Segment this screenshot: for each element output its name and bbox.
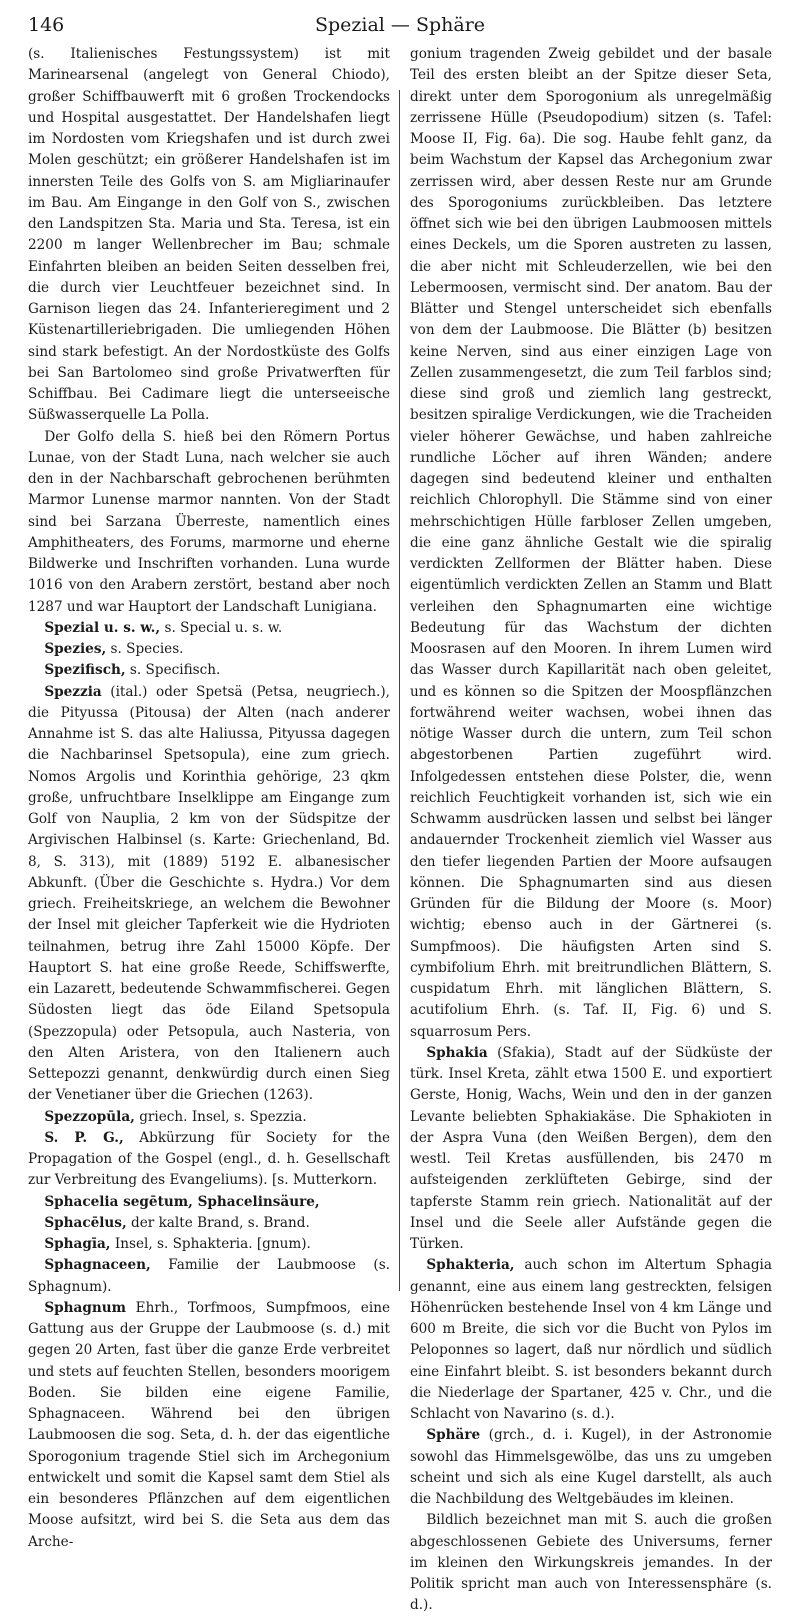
right-column — [410, 44, 772, 1614]
entry-spg: S. P. G., Abkürzung für Society for the Propagation of the Gospel (engl., d. h. Gesellschaft zur Verbreitung des Evangeliums). [s. Mutterkorn. — [28, 1129, 390, 1189]
entry-spezzia: Spezzia (ital.) oder Spetsä (Petsa, neugriech.), die Pityussa (Pitousa) der Alten (nach anderer Annahme ist S. das alte Haliussa, Pityussa dagegen die Nachbarinsel Spetsopula), eine zum griech. Nomos Argolis und Korinthia gehörige, 23 qkm große, unfruchtbare Inselklippe am Eingange zum Golf von Nauplia, 2 km von der Südspitze der Argivischen Halbinsel (s. Karte: Griechenland, Bd. 8, S. 313), mit (1889) 5192 E. albanesischer Abkunft. (Über die Geschichte s. Hydra.) Vor dem griech. Freiheitskriege, an welchem die Bewohner der Insel mit gleicher Tapferkeit wie die Hydrioten teilnahmen, betrug ihre Zahl 15000 Köpfe. Der Hauptort S. hat eine große Reede, Schiffswerfte, ein Lazarett, bedeutende Schwammfischerei. Gegen Südosten liegt das öde Eiland Spetsopula (Spezzopula) oder Petsopula, auch Nasteria, von den Alten Aristera, von den Italienern auch Settepozzi genannt, denkwürdig durch einen Sieg der Venetianer über die Griechen (1263). — [28, 683, 390, 1104]
entry-spezies: Spezies, s. Species. — [44, 641, 184, 657]
page-number: 146 — [28, 14, 65, 36]
page-header — [28, 14, 772, 40]
entry-spezifisch: Spezifisch, s. Specifisch. — [44, 662, 221, 679]
entry-spezial: Spezial u. s. w., s. Special u. s. w. — [44, 619, 283, 636]
running-title: Spezial — Sphäre — [314, 14, 486, 36]
entry-sphakteria: Sphakteria, auch schon im Altertum Sphagia genannt, eine aus einem lang gestreckten, felsigen Höhenrücken bestehende Insel von 4 km Länge und 600 m Breite, die sich vor die Bucht von Pylos im Peloponnes so lagert, daß nur nördlich und südlich eine Einfahrt bleibt. S. ist besonders bekannt durch die Niederlage der Spartaner, 425 v. Chr., und die Schlacht von Navarino (s. d.). — [410, 1257, 772, 1422]
entry-sphagnum: Sphagnum Ehrh., Torfmoos, Sumpfmoos, eine Gattung aus der Gruppe der Laubmoose (s. d.) mit gegen 20 Arten, fast über die ganze Erde verbreitet und stets auf feuchten Stellen, besonders moorigem Boden. Sie bilden eine eigene Familie, Sphagnaceen. Während bei den übrigen Laubmoosen die sog. Seta, d. h. der das eigentliche Sporogonium tragende Stiel sich im Archegonium entwickelt und somit die Kapsel samt dem Stiel als ein besonderes Pflänzchen auf dem eigentlichen Moose aufsitzt, wird bei S. die Seta aus dem das Arche- — [28, 1299, 390, 1550]
right-para-0: gonium tragenden Zweig gebildet und der basale Teil des ersten bleibt an der Spitze dieser Seta, direkt unter dem Sporogonium als unregelmäßig zerrissene Hülle (Pseudopodium) sitzen (s. Tafel: Moose II, Fig. 6a). Die sog. Haube fehlt ganz, da beim Wachstum der Kapsel das Archegonium zwar zerrissen wird, aber dessen Reste nur am Grunde des Sporogoniums zurückbleiben. Das letztere öffnet sich wie bei den übrigen Laubmoosen mittels eines Deckels, um die Sporen austreten zu lassen, die aber nicht mit Schleuderzellen, wie bei den Lebermoosen, vermischt sind. Der anatom. Bau der Blätter und Stengel unterscheidet sich ebenfalls von dem der Laubmoose. Die Blätter (b) besitzen keine Nerven, sind aus einer einzigen Lage von Zellen zusammengesetzt, die zum Teil farblos sind; diese sind groß und ziemlich lang gestreckt, besitzen spiralige Verdickungen, wie die Tracheiden vieler höherer Gewächse, und haben zahlreiche rundliche Löcher auf ihren Wänden; andere dagegen sind bedeutend kleiner und enthalten reichlich Chlorophyll. Die Stämme sind von einer mehrschichtigen Hülle farbloser Zellen umgeben, die eine ganz ähnliche Gestalt wie die spiralig verdickten Zellformen der Blätter haben. Diese eigentümlich verdickten Zellen an Stamm und Blatt verleihen den Sphagnumarten eine wichtige Bedeutung für das Wachstum der dichten Moosrasen auf den Mooren. In ihrem Lumen wird das Wasser durch Kapillarität nach oben geleitet, und es können so die Spitzen der Moospflänzchen fortwährend weiter wachsen, wobei ihnen das nötige Wasser durch die untern, zum Teil schon abgestorbenen Partien zugeführt wird. Infolgedessen entstehen diese Polster, die, wenn reichlich Feuchtigkeit vorhanden ist, sich wie ein Schwamm ausdrücken lassen und selbst bei länger andauernder Trockenheit ziemlich viel Wasser aus den tiefer liegenden Partien der Moore aufsaugen können. Die Sphagnumarten sind aus diesen Gründen für die Bildung der Moore (s. Moor) wichtig; ebenso auch in der Gärtnerei (s. Sumpfmoos). Die häufigsten Arten sind S. cymbifolium Ehrh. mit breitrundlichen Blättern, S. cuspidatum Ehrh. mit länglichen Blättern, S. acutifolium Ehrh. (s. Taf. II, Fig. 6) und S. squarrosum Pers. — [410, 46, 772, 1040]
left-column — [28, 44, 390, 1550]
entry-sphagia: Sphagīa, Insel, s. Sphakteria. [gnum). — [44, 1236, 311, 1252]
entry-sphakia: Sphakia (Sfakia), Stadt auf der Südküste der türk. Insel Kreta, zählt etwa 1500 E. und exportiert Gerste, Honig, Wachs, Wein und den in der ganzen Levante beliebten Sphakiakäse. Die Sphakioten in der Aspra Vuna (den Weißen Bergen), dem den westl. Teil Kretas ausfüllenden, bis 2470 m aufsteigenden zerklüfteten Gebirge, sind der tapferste Stamm rein griech. Nationalität auf der Insel und die Seele aller Aufstände gegen die Türken. — [410, 1044, 772, 1252]
left-para-0: (s. Italienisches Festungssystem) ist mit Marinearsenal (angelegt von General Chiodo), großer Schiffbauwerft mit 6 großen Trockendocks und Hospital ausgestattet. Der Handelshafen liegt im Nordosten vom Kriegshafen und ist durch zwei Molen geschützt; ein größerer Handelshafen ist im innersten Teile des Golfs von S. am Migliarinaufer im Bau. Am Eingange in den Golf von S., zwischen den Landspitzen Sta. Maria und Sta. Teresa, ist ein 2200 m langer Wellenbrecher im Bau; schmale Einfahrten bleiben an beiden Seiten desselben frei, die durch vier Leuchtfeuer bezeichnet sind. In Garnison liegen das 24. Infanterieregiment und 2 Küstenartilleriebrigaden. Die umliegenden Höhen sind stark befestigt. An der Nordostküste des Golfs bei San Bartolomeo sind große Privatwerften für Schiffbau. Bei Cadimare liegt die unterseeische Süßwasserquelle La Polla. — [28, 46, 390, 424]
entry-sphaere: Sphäre (grch., d. i. Kugel), in der Astronomie sowohl das Himmelsgewölbe, das uns zu umgeben scheint und sich als eine Kugel darstellt, als auch die Nachbildung des Weltgebäudes im kleinen. — [410, 1427, 772, 1507]
right-para-4: Bildlich bezeichnet man mit S. auch die großen abgeschlossenen Gebiete des Universums, ferner im kleinen den Wirkungskreis jemandes. In der Politik spricht man auch von Interessensphäre (s. d.). — [410, 1512, 772, 1614]
entry-sphacelus: Sphacēlus, der kalte Brand, s. Brand. — [44, 1214, 310, 1231]
entry-sphacelia: Sphacelia segētum, Sphacelinsäure, — [44, 1193, 320, 1210]
entry-spezzopula: Spezzopūla, griech. Insel, s. Spezzia. — [44, 1108, 307, 1125]
entry-sphagnaceen: Sphagnaceen, Familie der Laubmoose (s. Sphagnum). — [28, 1257, 390, 1295]
column-divider — [399, 90, 400, 1291]
left-para-1: Der Golfo della S. hieß bei den Römern Portus Lunae, von der Stadt Luna, nach welcher sie auch den in der Nachbarschaft gebrochenen berühmten Marmor Lunense marmor nannten. Von der Stadt sind bei Sarzana Überreste, namentlich eines Amphitheaters, des Forums, marmorne und eherne Bildwerke und Inschriften vorhanden. Luna wurde 1016 von den Arabern zerstört, bestand aber noch 1287 und war Hauptort der Landschaft Lunigiana. — [28, 428, 390, 615]
